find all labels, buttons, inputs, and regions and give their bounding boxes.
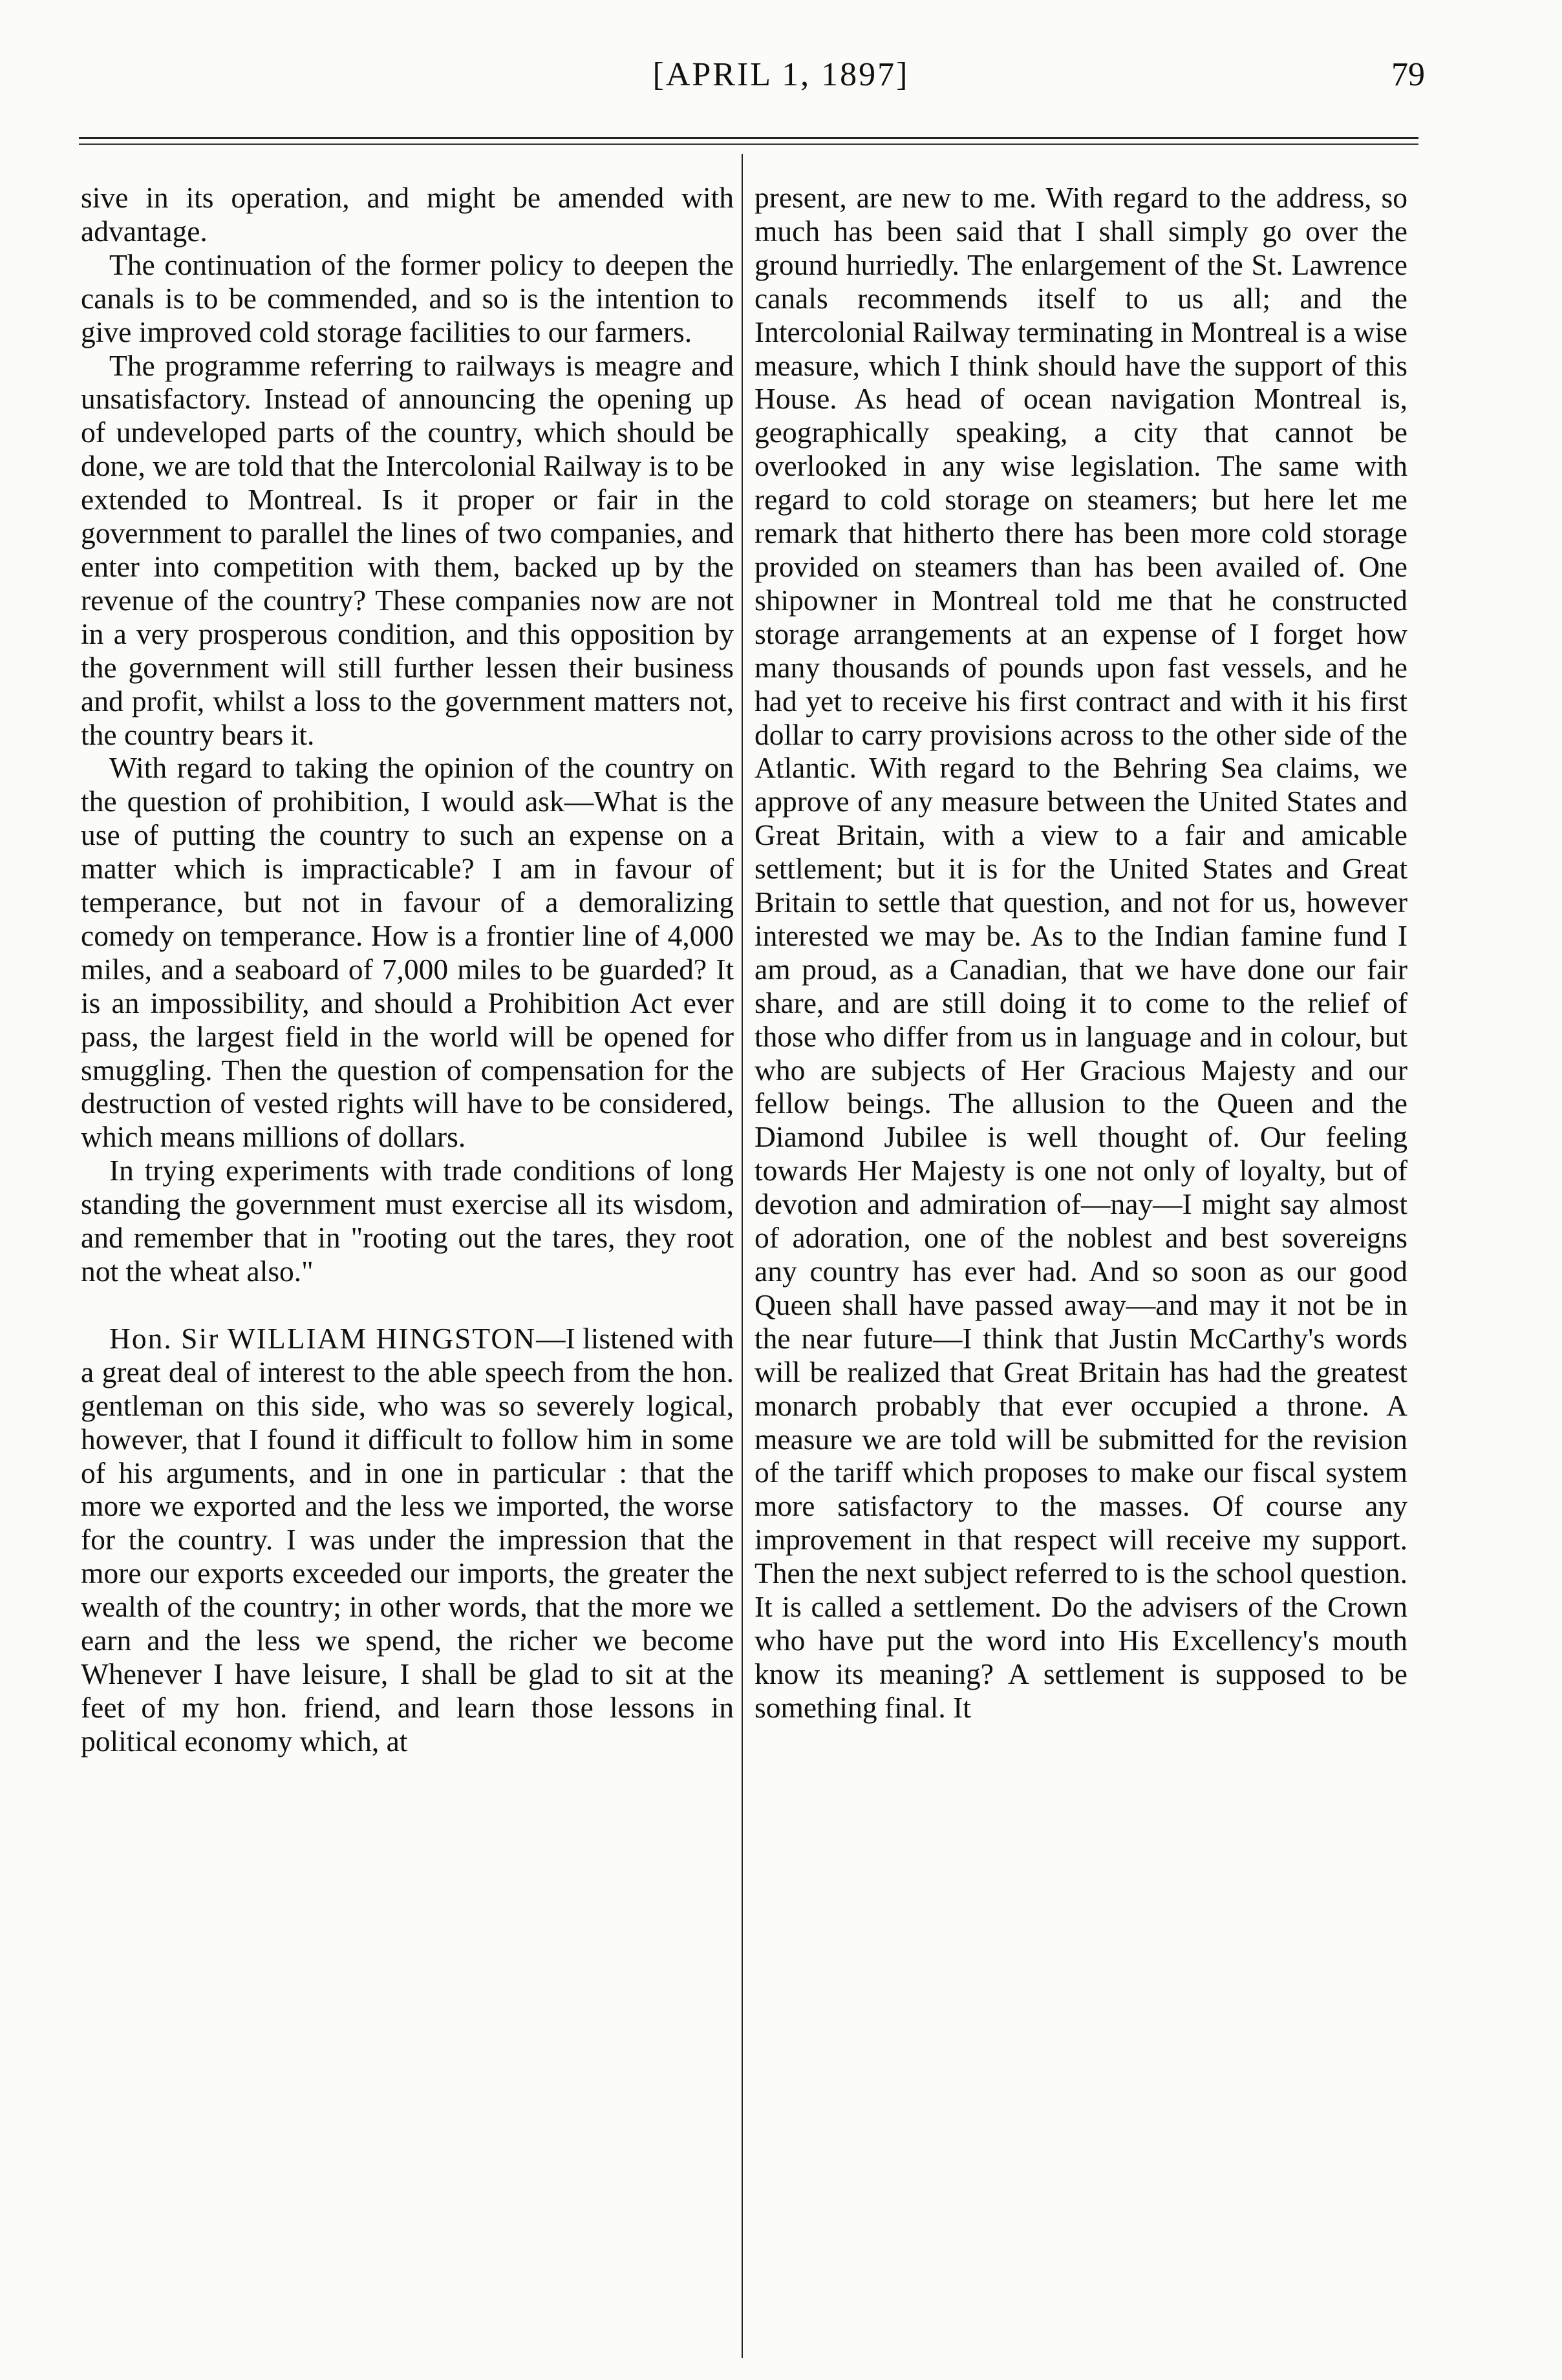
right-column-text: present, are new to me. With regard to the address, so much has been said that I shall simply go over the ground hurriedly. The enlargement of the St. Lawrence canals recommends itself to us all; and the Intercolonial Railway terminating in Montreal is a wise measure, which I think should have the support of this House. As head of ocean navigation Montreal is, geographically speaking, a city that cannot be overlooked in any wise legislation. The same with regard to cold storage on steamers; but here let me remark that hitherto there has been more cold storage provided on steamers than has been availed of. One shipowner in Montreal told me that he constructed storage arrangements at an expense of I forget how many thousands of pounds upon fast vessels, and he had yet to receive his first contract and with it his first dollar to carry provisions across to the other side of the Atlantic. With regard to the Behring Sea claims, we approve of any measure between the United States and Great Britain, with a view to a fair and amicable settlement; but it is for the United States and Great Britain to settle that question, and not for us, however interested we may be. As to the Indian famine fund I am proud, as a Canadian, that we have done our fair share, and are still doing it to come to the relief of those who differ from us in language and in colour, but who are subjects of Her Gracious Majesty and our fellow beings. The allusion to the Queen and the Diamond Jubilee is well thought of. Our feeling towards Her Majesty is one not only of loyalty, but of devotion and admiration of—nay—I might say almost of adoration, one of the noblest and best sovereigns any country has ever had. And so soon as our good Queen shall have passed away—and may it not be in the near future—I think that Justin McCarthy's words will be realized that Great Britain has had the greatest monarch probably that ever occupied a throne. A measure we are told will be submitted for the revision of the tariff which proposes to make our fiscal system more satisfactory to the masses. Of course any improvement in that respect will receive my support. Then the next subject referred to is the school question. It is called a settlement. Do the advisers of the Crown who have put the word into His Excellency's mouth know its meaning? A settlement is supposed to be something final. It	[754, 181, 1407, 1724]
paragraph-5: In trying experiments with trade conditions of long standing the government must exercise all its wisdom, and remember that in "rooting out the tares, they root not the wheat also."	[81, 1154, 734, 1288]
paragraph-3: The programme referring to railways is meagre and unsatisfactory. Instead of announcing the opening up of undeveloped parts of the country, which should be done, we are told that the Intercolonial Railway is to be extended to Montreal. Is it proper or fair in the government to parallel the lines of two companies, and enter into competition with them, backed up by the revenue of the country? These companies now are not in a very prosperous condition, and this opposition by the government will still further lessen their business and profit, whilst a loss to the government matters not, the country bears it.	[81, 348, 734, 751]
issue-date: [APRIL 1, 1897]	[652, 56, 910, 93]
column-divider	[742, 154, 743, 2358]
paragraph-2: The continuation of the former policy to deepen the canals is to be commended, and so is the intention to give improved cold storage facilities to our farmers.	[81, 248, 734, 348]
speech-text: —I listened with a great deal of interest to the able speech from the hon. gentleman on this side, who was so severely logical, however, that I found it difficult to follow him in some of his arguments, and in one in particular : that the more we exported and the less we imported, the worse for the country. I was under the impression that the more our exports exceeded our imports, the greater the wealth of the country; in other words, that the more we earn and the less we spend, the richer we become Whenever I have leisure, I shall be glad to sit at the feet of my hon. friend, and learn those lessons in political economy which, at	[81, 1321, 734, 1758]
speech-paragraph	[81, 1322, 734, 1758]
right-column	[754, 181, 1407, 1725]
speaker-name: Hon. Sir WILLIAM HINGSTON	[109, 1321, 537, 1355]
header-rule-bottom	[79, 143, 1418, 145]
header-rule-top	[79, 137, 1418, 139]
page-header	[0, 56, 1562, 107]
left-column	[81, 181, 734, 1758]
paragraph-4: With regard to taking the opinion of the country on the question of prohibition, I would ask—What is the use of putting the country to such an expense on a matter which is impracticable? I am in favour of temperance, but not in favour of a demoralizing comedy on temperance. How is a frontier line of 4,000 miles, and a seaboard of 7,000 miles to be guarded? It is an impossibility, and should a Prohibition Act ever pass, the largest field in the world will be opened for smuggling. Then the question of compensation for the destruction of vested rights will have to be considered, which means millions of dollars.	[81, 751, 734, 1154]
page-number: 79	[1391, 56, 1425, 93]
paragraph-1: sive in its operation, and might be amended with advantage.	[81, 181, 734, 248]
